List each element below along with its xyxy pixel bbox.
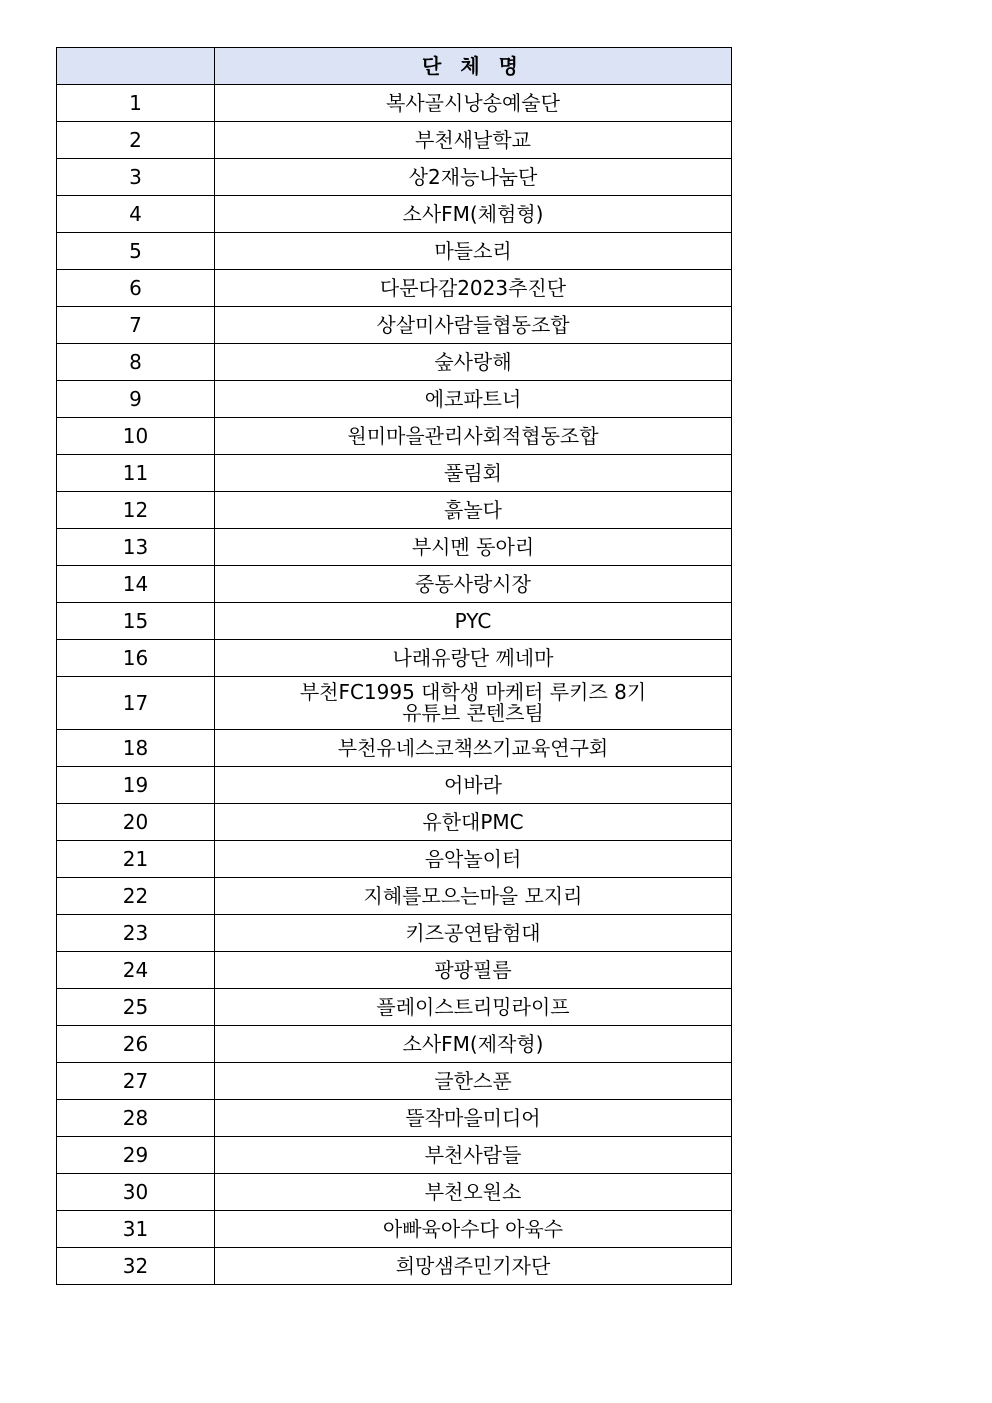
row-number-cell: 19 [57,767,215,804]
table-row [57,344,732,381]
row-name-cell: 글한스푼 [215,1063,732,1100]
row-number-cell: 11 [57,455,215,492]
table-row [57,1248,732,1285]
row-name-cell: 상2재능나눔단 [215,159,732,196]
row-name-cell: 플레이스트리밍라이프 [215,989,732,1026]
row-name-line-1: 부천FC1995 대학생 마케터 루키즈 8기 [299,680,647,704]
row-number-cell: 32 [57,1248,215,1285]
table-row [57,952,732,989]
row-number-cell: 17 [57,677,215,730]
table-row [57,381,732,418]
row-number-cell: 30 [57,1174,215,1211]
row-name-line-2: 유튜브 콘텐츠팀 [402,701,544,725]
table-row [57,1137,732,1174]
row-number-cell: 6 [57,270,215,307]
row-number-cell: 8 [57,344,215,381]
row-number-cell: 18 [57,730,215,767]
header-number-cell [57,48,215,85]
table-row [57,677,732,730]
header-name-cell: 단 체 명 [215,48,732,85]
row-name-cell: 중동사랑시장 [215,566,732,603]
table-row [57,767,732,804]
row-name-cell: 나래유랑단 께네마 [215,640,732,677]
table-row [57,492,732,529]
table-row [57,1063,732,1100]
table-row [57,603,732,640]
group-list-table [56,47,732,1285]
row-number-cell: 4 [57,196,215,233]
row-name-cell: 부천새날학교 [215,122,732,159]
table-row [57,455,732,492]
row-name-cell: 상살미사람들협동조합 [215,307,732,344]
table-row [57,1100,732,1137]
row-number-cell: 24 [57,952,215,989]
table-row [57,418,732,455]
row-name-cell: 소사FM(체험형) [215,196,732,233]
row-name-cell: 풀림회 [215,455,732,492]
row-number-cell: 29 [57,1137,215,1174]
row-number-cell: 21 [57,841,215,878]
table-row [57,841,732,878]
row-name-cell: 소사FM(제작형) [215,1026,732,1063]
row-name-cell: 키즈공연탐험대 [215,915,732,952]
row-name-cell: 아빠육아수다 아육수 [215,1211,732,1248]
row-number-cell: 28 [57,1100,215,1137]
table-row [57,233,732,270]
row-name-cell: 복사골시낭송예술단 [215,85,732,122]
table-row [57,307,732,344]
row-number-cell: 5 [57,233,215,270]
row-name-cell: 유한대PMC [215,804,732,841]
row-number-cell: 22 [57,878,215,915]
row-name-cell: 어바라 [215,767,732,804]
row-name-cell: 부시멘 동아리 [215,529,732,566]
row-number-cell: 14 [57,566,215,603]
row-name-cell: 팡팡필름 [215,952,732,989]
row-number-cell: 16 [57,640,215,677]
row-name-cell: 희망샘주민기자단 [215,1248,732,1285]
row-number-cell: 12 [57,492,215,529]
table-row [57,1211,732,1248]
row-name-cell: 흙놀다 [215,492,732,529]
table-row [57,640,732,677]
row-name-cell: 뜰작마을미디어 [215,1100,732,1137]
row-name-cell [215,677,732,730]
table-row [57,566,732,603]
row-name-cell: 지혜를모으는마을 모지리 [215,878,732,915]
row-name-cell: 부천유네스코책쓰기교육연구회 [215,730,732,767]
row-number-cell: 23 [57,915,215,952]
row-number-cell: 25 [57,989,215,1026]
row-number-cell: 20 [57,804,215,841]
table-row [57,730,732,767]
row-number-cell: 1 [57,85,215,122]
row-name-cell: 음악놀이터 [215,841,732,878]
row-number-cell: 7 [57,307,215,344]
table-row [57,878,732,915]
row-name-cell: 마들소리 [215,233,732,270]
row-name-cell: 에코파트너 [215,381,732,418]
row-name-cell: 숲사랑해 [215,344,732,381]
table-row [57,529,732,566]
row-number-cell: 10 [57,418,215,455]
table-row [57,915,732,952]
table-row [57,196,732,233]
table-row [57,1026,732,1063]
row-number-cell: 9 [57,381,215,418]
table-row [57,270,732,307]
table-header-row [57,48,732,85]
row-number-cell: 15 [57,603,215,640]
row-name-cell: 부천오원소 [215,1174,732,1211]
table-row [57,989,732,1026]
row-name-cell: 부천사람들 [215,1137,732,1174]
table-row [57,159,732,196]
row-name-cell: PYC [215,603,732,640]
row-number-cell: 27 [57,1063,215,1100]
row-number-cell: 3 [57,159,215,196]
row-number-cell: 13 [57,529,215,566]
row-number-cell: 2 [57,122,215,159]
row-name-cell: 원미마을관리사회적협동조합 [215,418,732,455]
table-row [57,1174,732,1211]
table-row [57,804,732,841]
table-row [57,85,732,122]
row-number-cell: 31 [57,1211,215,1248]
row-name-cell: 다문다감2023추진단 [215,270,732,307]
row-number-cell: 26 [57,1026,215,1063]
table-row [57,122,732,159]
